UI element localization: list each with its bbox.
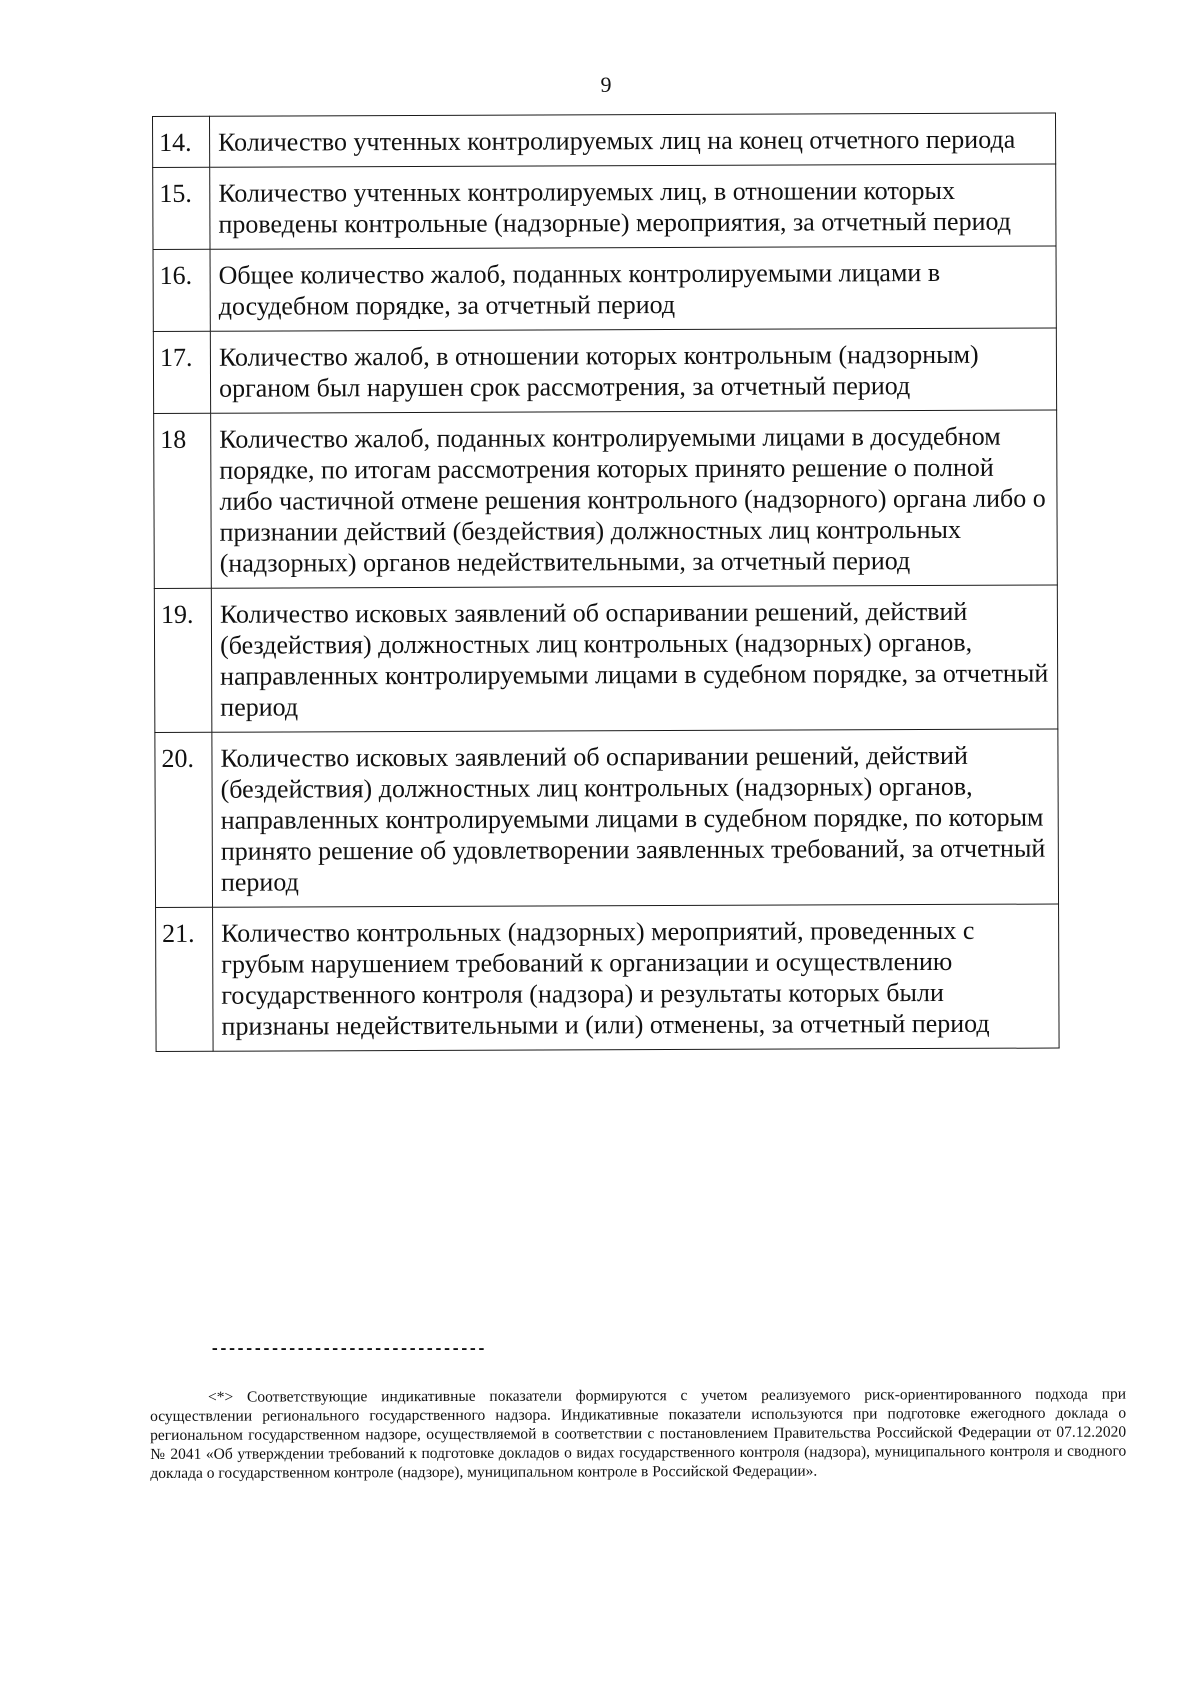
table-row: [155, 729, 1059, 907]
page-number: 9: [600, 72, 612, 97]
row-number: 15.: [153, 167, 210, 249]
row-number: 20.: [155, 732, 213, 907]
row-number: 16.: [153, 249, 210, 331]
row-number: 14.: [153, 116, 210, 167]
footnote-separator: --------------------------------: [210, 1340, 486, 1358]
row-text: Количество учтенных контролируемых лиц на конец отчетного периода: [210, 113, 1056, 167]
row-number: 19.: [154, 588, 212, 732]
row-text: Количество контрольных (надзорных) мероприятий, проведенных с грубым нарушением требований к организации и осуществлению государственного контроля (надзора) и результаты которых были признаны недействительными и (или) отменены, за отчетный период: [213, 904, 1060, 1051]
row-text: Количество исковых заявлений об оспаривании решений, действий (бездействия) должностных лиц контрольных (надзорных) органов, направленных контролируемыми лицами в судебном порядке, по которым принято решение об удовлетворении заявленных требований, за отчетный период: [212, 729, 1059, 907]
footnote-text: <*> Соответствующие индикативные показатели формируются с учетом реализуемого риск-ориентированного подхода при осуществлении регионального государственного надзора. Индикативные показатели используются при подготовке ежегодного доклада о региональном государственном надзоре, осуществляемой в соответствии с постановлением Правительства Российской Федерации от 07.12.2020 № 2041 «Об утверждении требований к подготовке докладов о видах государственного контроля (надзора), муниципального контроля и сводного доклада о государственном контроле (надзоре), муниципальном контроле в Российской Федерации».: [150, 1385, 1127, 1482]
table-row: [154, 410, 1058, 588]
row-number: 17.: [153, 331, 210, 413]
row-text: Количество жалоб, в отношении которых контрольным (надзорным) органом был нарушен срок рассмотрения, за отчетный период: [210, 328, 1056, 413]
table-row: [154, 585, 1058, 732]
row-text: Общее количество жалоб, поданных контролируемыми лицами в досудебном порядке, за отчетный период: [210, 246, 1056, 331]
row-text: Количество жалоб, поданных контролируемыми лицами в досудебном порядке, по итогам рассмотрения которых принято решение о полной либо частичной отмене решения контрольного (надзорного) органа либо о признании действий (бездействия) должностных лиц контрольных (надзорных) органов недействительными, за отчетный период: [211, 410, 1058, 588]
table-row: [153, 246, 1056, 331]
row-number: 18: [154, 413, 212, 588]
row-number: 21.: [156, 907, 214, 1051]
table-row: [153, 328, 1056, 413]
table-row: [156, 904, 1060, 1051]
table-row: [153, 164, 1056, 249]
indicators-table: [152, 113, 1060, 1052]
row-text: Количество учтенных контролируемых лиц, в отношении которых проведены контрольные (надзорные) мероприятия, за отчетный период: [210, 164, 1056, 249]
row-text: Количество исковых заявлений об оспаривании решений, действий (бездействия) должностных лиц контрольных (надзорных) органов, направленных контролируемыми лицами в судебном порядке, за отчетный период: [211, 585, 1058, 732]
table-row: [153, 113, 1056, 167]
